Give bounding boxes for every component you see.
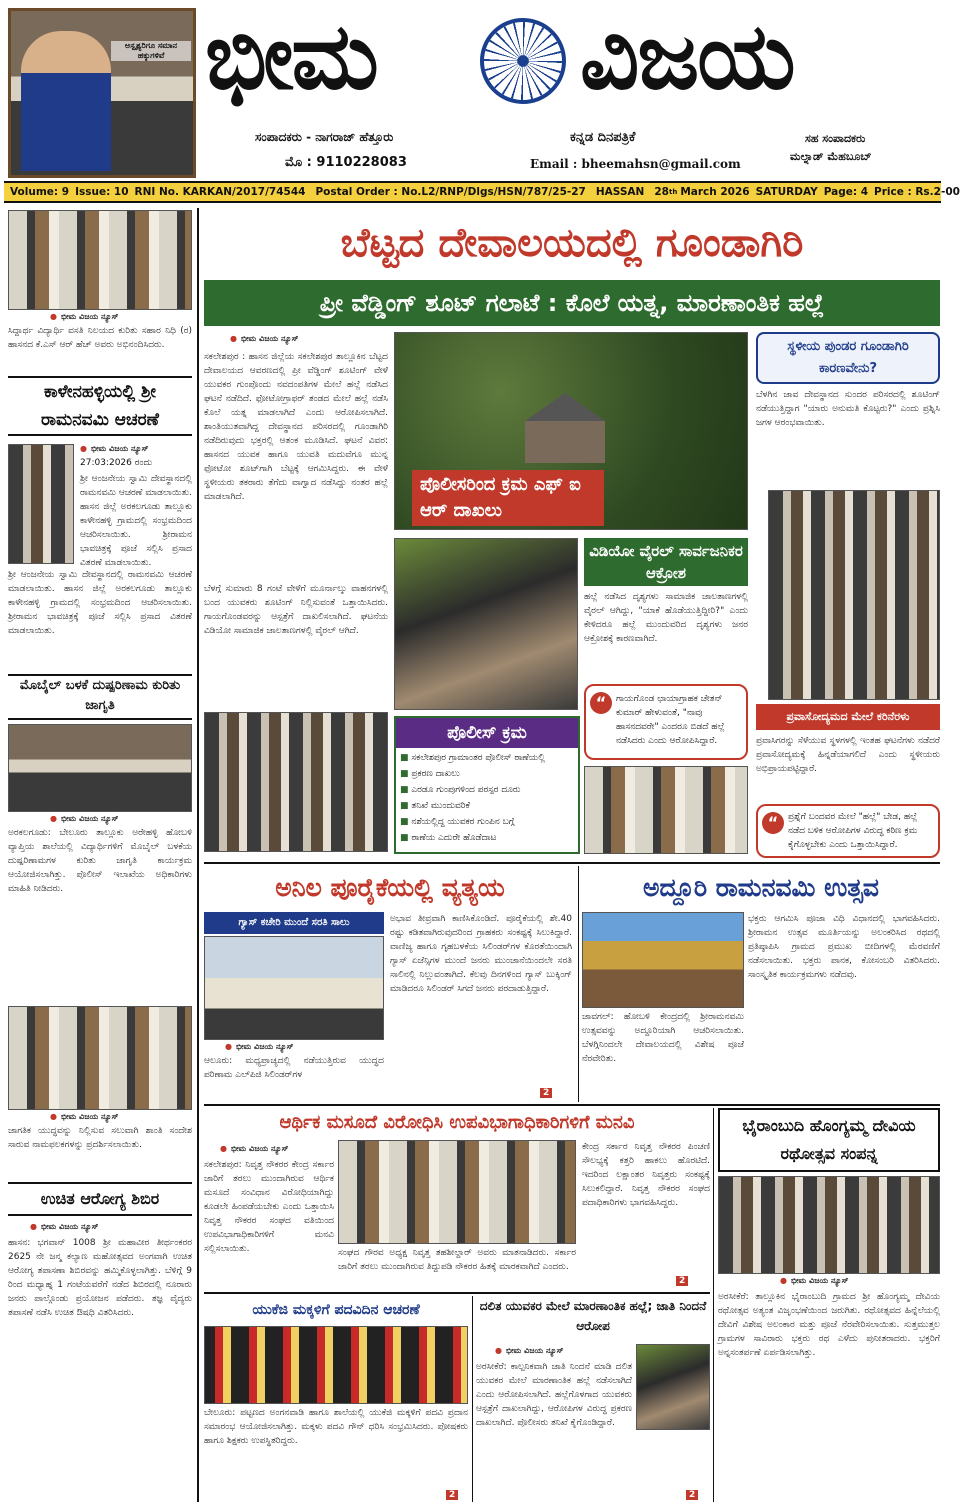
- police-item: ■ ತನಿಖೆ ಮುಂದುವರಿಕೆ: [400, 798, 574, 814]
- main-photo-caption: ಪೊಲೀಸರಿಂದ ಕ್ರಮ ಎಫ್ ಐ ಆರ್ ದಾಖಲು: [412, 470, 604, 526]
- info-bar: [4, 181, 960, 203]
- police-action-box: [394, 716, 580, 854]
- lpg-photo: [204, 936, 384, 1040]
- editor-name: ಸಂಪಾದಕರು - ನಾಗರಾಜ್ ಹೆತ್ತೂರು: [255, 130, 394, 144]
- lpg-text-a: ಆಲೂರು: ಮಧ್ಯಪ್ರಾಚ್ಯದಲ್ಲಿ ನಡೆಯುತ್ತಿರುವ ಯುದ್ಧದ ಪರಿಣಾಮ ಎಲ್‌ಪಿಜಿ ಸಿಲಿಂಡರ್‌ಗಳ: [204, 1056, 384, 1080]
- lpg-photo-head: ಗ್ಯಾಸ್ ಕಚೇರಿ ಮುಂದೆ ಸರತಿ ಸಾಲು: [204, 912, 384, 934]
- column-divider: [197, 208, 199, 1502]
- police-item: ■ ಪ್ರಕರಣ ದಾಖಲು: [400, 766, 574, 782]
- finance-text-b: ಸಂಘದ ಗೌರವ ಅಧ್ಯಕ್ಷ ನಿವೃತ್ತ ತಹಶೀಲ್ದಾರ್ ಅವರು ಮಾತನಾಡಿದರು. ಸರ್ಕಾರ ಜಾರಿಗೆ ತರಲು ಮುಂದಾಗಿರುವ ತಿದ್ದುಪಡಿ ನೌಕರರ ಹಿತಕ್ಕೆ ಮಾರಕವಾಗಿದೆ ಎಂದರು.: [338, 1248, 576, 1272]
- jatre-heading-box: [718, 1108, 940, 1172]
- co-editor-name: ಮಲ್ನಾಡ್ ಮೆಹಬೂಬ್: [790, 150, 872, 163]
- byline: ● ಭೀಮ ವಿಜಯ ನ್ಯೂಸ್: [230, 334, 298, 344]
- date-suffix: th: [668, 188, 678, 196]
- police-item: ■ ಸಕಲೇಶಪುರ ಗ್ರಾಮಾಂತರ ಪೊಲೀಸ್ ಠಾಣೆಯಲ್ಲಿ: [400, 750, 574, 766]
- date-day: 28: [654, 186, 669, 198]
- left-photo-1: [8, 210, 192, 310]
- police-item: ■ ಎರಡೂ ಗುಂಪುಗಳಿಂದ ಪರಸ್ಪರ ದೂರು: [400, 782, 574, 798]
- byline: ● ಭೀಮ ವಿಜಯ ನ್ಯೂಸ್: [50, 814, 118, 824]
- tourism-head: ಪ್ರವಾಸೋದ್ಯಮದ ಮೇಲೆ ಕರಿನೆರಳು: [756, 704, 940, 730]
- main-story-text-1: ಸಕಲೇಶಪುರ : ಹಾಸನ ಜಿಲ್ಲೆಯ ಸಕಲೇಶಪುರ ತಾಲ್ಲೂಕಿನ ಬೆಟ್ಟದ ದೇವಾಲಯದ ಆವರಣದಲ್ಲಿ ಪ್ರೀ ವೆಡ್ಡಿಂಗ್ ಶೂಟಿಂಗ್ ವೇಳೆ ಯುವಕರ ಗುಂಪೊಂದು ನವದಂಪತಿಗಳ ಮೇಲೆ ಹಲ್ಲೆ ನಡೆಸಿದ ಘಟನೆ ನಡೆದಿದೆ. ಫೋಟೋಗ್ರಾಫರ್ ತಂಡದ ಮೇಲೆ ಹಲ್ಲೆ ನಡೆಸಿ ಕೊಲೆ ಯತ್ನ ಮಾಡಲಾಗಿದೆ ಎಂದು ಆರೋಪಿಸಲಾಗಿದೆ. ಶಾಂತಿಯುತವಾಗಿದ್ದ ದೇವಸ್ಥಾನದ ಪರಿಸರದಲ್ಲಿ ಗೂಂಡಾಗಿರಿ ನಡೆದಿರುವುದು ಭಕ್ತರಲ್ಲಿ ಆತಂಕ ಮೂಡಿಸಿದೆ. ಘಟನೆ ವಿವರ: ಹಾಸನದ ಯುವಕ ಹಾಗೂ ಯುವತಿ ಮದುವೆಗೂ ಮುನ್ನ ಫೋಟೋ ಶೂಟ್‌ಗಾಗಿ ಬೆಟ್ಟಕ್ಕೆ ಆಗಮಿಸಿದ್ದರು. ಈ ವೇಳೆ ಸ್ಥಳೀಯರು ತಕರಾರು ತೆಗೆದು ವಾಗ್ವಾದ ನಡೆಸಿದ್ದು ನಂತರ ಹಲ್ಲೆ ಮಾಡಲಾಗಿದೆ.: [204, 352, 388, 502]
- dalit-headline: ದಲಿತ ಯುವಕರ ಮೇಲೆ ಮಾರಣಾಂತಿಕ ಹಲ್ಲೆ; ಜಾತಿ ನಿಂದನೆ ಆರೋಪ: [479, 1299, 707, 1333]
- column-divider: [472, 1296, 473, 1502]
- finance-text-a: ಸಕಲೇಶಪುರ: ನಿವೃತ್ತ ನೌಕರರ ಕೇಂದ್ರ ಸರ್ಕಾರ ಜಾರಿಗೆ ತರಲು ಮುಂದಾಗಿರುವ ಆರ್ಥಿಕ ಮಸೂದೆ ಸಂವಿಧಾನ ವಿರೋಧಿಯಾಗಿದ್ದು ಕೂಡಲೇ ಹಿಂಪಡೆಯಬೇಕು ಎಂದು ಒತ್ತಾಯಿಸಿ ನಿವೃತ್ತ ನೌಕರರ ಸಂಘದ ವತಿಯಿಂದ ಉಪವಿಭಾಗಾಧಿಕಾರಿಗಳಿಗೆ ಮನವಿ ಸಲ್ಲಿಸಲಾಯಿತು.: [204, 1160, 334, 1254]
- issue: Issue: 10: [75, 186, 129, 198]
- left-photo-2: [8, 444, 74, 564]
- masthead-title-right: ವಿಜಯ: [580, 2, 794, 110]
- question-box: [756, 332, 940, 384]
- police-item: ■ ನಶೆಯಲ್ಲಿದ್ದ ಯುವಕರ ಗುಂಪಿನ ಬಗ್ಗೆ: [400, 814, 574, 830]
- dalit-heading-box: [476, 1296, 710, 1342]
- column-divider: [713, 1108, 714, 1502]
- main-headline: ಬೆಟ್ಟದ ದೇವಾಲಯದಲ್ಲಿ ಗೂಂಡಾಗಿರಿ: [340, 220, 804, 266]
- weekday: SATURDAY: [755, 186, 818, 198]
- main-photo-protest: [768, 490, 940, 700]
- left-heading-5: ಉಚಿತ ಆರೋಗ್ಯ ಶಿಬಿರ: [40, 1189, 160, 1208]
- byline: ● ಭೀಮ ವಿಜಯ ನ್ಯೂಸ್: [80, 444, 148, 454]
- lpg-text-b: ಅಭಾವ ತೀವ್ರವಾಗಿ ಕಾಣಿಸಿಕೊಂಡಿದೆ. ಪೂರೈಕೆಯಲ್ಲಿ ಶೇ.40 ರಷ್ಟು ಕಡಿತವಾಗಿರುವುದರಿಂದ ಗ್ರಾಹಕರು ಸಂಕಷ್ಟಕ್ಕೆ ಸಿಲುಕಿದ್ದಾರೆ. ವಾಣಿಜ್ಯ ಹಾಗೂ ಗೃಹಬಳಕೆಯ ಸಿಲಿಂಡರ್‌ಗಳ ಕೊರತೆಯಿಂದಾಗಿ ಗ್ಯಾಸ್ ಏಜೆನ್ಸಿಗಳ ಮುಂದೆ ಜನರು ಮುಂಜಾನೆಯಿಂದಲೇ ಸರತಿ ಸಾಲಿನಲ್ಲಿ ನಿಲ್ಲುವಂತಾಗಿದೆ. ಕೆಲವು ದಿನಗಳಿಂದ ಗ್ಯಾಸ್ ಬುಕ್ಕಿಂಗ್ ಮಾಡಿದರೂ ಸಿಲಿಂಡರ್ ಸಿಗದೆ ಜನರು ಪರದಾಡುತ್ತಿದ್ದಾರೆ.: [390, 914, 572, 994]
- portrait-quote: ಅಸ್ಪೃಶ್ಯರಿಗೂ ಸಮಾನ ಹಕ್ಕುಗಳಿವೆ: [111, 41, 191, 61]
- kids-photo: [204, 1326, 468, 1404]
- postal-order: Postal Order : No.L2/RNP/Dlgs/HSN/787/25-27: [315, 186, 586, 198]
- rama-headline: ಅದ್ದೂರಿ ರಾಮನವಮಿ ಉತ್ಸವ: [643, 873, 879, 902]
- rama-text-b: ಭಕ್ತರು ಆಗಮಿಸಿ ಪೂಜಾ ವಿಧಿ ವಿಧಾನದಲ್ಲಿ ಭಾಗವಹಿಸಿದರು. ಶ್ರೀರಾಮನ ಉತ್ಸವ ಮೂರ್ತಿಯನ್ನು ಅಲಂಕರಿಸಿದ ರಥದಲ್ಲಿ ಪ್ರತಿಷ್ಠಾಪಿಸಿ ಗ್ರಾಮದ ಪ್ರಮುಖ ಬೀದಿಗಳಲ್ಲಿ ಮೆರವಣಿಗೆ ನಡೆಸಲಾಯಿತು. ಭಕ್ತರು ಪಾನಕ, ಕೋಸಂಬರಿ ವಿತರಿಸಿದರು. ಸಾಂಸ್ಕೃತಿಕ ಕಾರ್ಯಕ್ರಮಗಳು ನಡೆದವು.: [748, 914, 940, 980]
- section-rule: [204, 862, 940, 864]
- left-story-4-text: ಜಾಗತಿಕ ಯುದ್ಧವನ್ನು ನಿಲ್ಲಿಸುವ ಸಲುವಾಗಿ ಶಾಂತಿ ಸಂದೇಶ ಸಾರುವ ನಾಮಫಲಕಗಳನ್ನು ಪ್ರದರ್ಶಿಸಲಾಯಿತು.: [8, 1126, 192, 1150]
- left-heading-3: ಮೊಬೈಲ್ ಬಳಕೆ ದುಷ್ಪರಿಣಾಮ ಕುರಿತು ಜಾಗೃತಿ: [19, 678, 181, 713]
- finance-headline: ಆರ್ಥಿಕ ಮಸೂದೆ ವಿರೋಧಿಸಿ ಉಪವಿಭಾಗಾಧಿಕಾರಿಗಳಿಗೆ ಮನವಿ: [279, 1112, 635, 1133]
- price: Price : Rs.2-00: [874, 186, 960, 198]
- police-action-head: ಪೊಲೀಸ್ ಕ್ರಮ: [396, 718, 578, 748]
- finance-text-c: ಕೇಂದ್ರ ಸರ್ಕಾರ ನಿವೃತ್ತ ನೌಕರರ ಪಿಂಚಣಿ ಸೌಲಭ್ಯಕ್ಕೆ ಕತ್ತರಿ ಹಾಕಲು ಹೊರಟಿದೆ. ಇದರಿಂದ ಲಕ್ಷಾಂತರ ನಿವೃತ್ತರು ಸಂಕಷ್ಟಕ್ಕೆ ಸಿಲುಕಲಿದ್ದಾರೆ. ನಿವೃತ್ತ ನೌಕರರ ಸಂಘದ ಪದಾಧಿಕಾರಿಗಳು ಭಾಗವಹಿಸಿದ್ದರು.: [582, 1142, 710, 1208]
- quote-1-text: ಗಾಯಗೊಂಡ ಛಾಯಾಗ್ರಾಹಕ ಚೇತನ್ ಕುಮಾರ್ ಹೇಳುವಂತೆ, "ನಾವು ಹಾಸನದವರೇ" ಎಂದರೂ ಬಿಡದೆ ಹಲ್ಲೆ ನಡೆಸಿದರು ಎಂದು ಆರೋಪಿಸಿದ್ದಾರೆ.: [616, 694, 725, 746]
- city: HASSAN: [595, 186, 645, 198]
- byline: ● ಭೀಮ ವಿಜಯ ನ್ಯೂಸ್: [225, 1042, 293, 1052]
- masthead-title-left: ಭೀಮ: [205, 2, 377, 110]
- dalit-text: ಅರಸೀಕೆರೆ: ಕಾಲ್ಪನಿಕವಾಗಿ ಜಾತಿ ನಿಂದನೆ ಮಾಡಿ ದಲಿತ ಯುವಕರ ಮೇಲೆ ಮಾರಣಾಂತಿಕ ಹಲ್ಲೆ ನಡೆಸಲಾಗಿದೆ ಎಂದು ಆರೋಪಿಸಲಾಗಿದೆ. ಹಲ್ಲೆಗೊಳಗಾದ ಯುವಕರು ಆಸ್ಪತ್ರೆಗೆ ದಾಖಲಾಗಿದ್ದು, ಆರೋಪಿಗಳ ವಿರುದ್ಧ ಪ್ರಕರಣ ದಾಖಲಾಗಿದೆ. ಪೊಲೀಸರು ತನಿಖೆ ಕೈಗೊಂಡಿದ್ದಾರೆ.: [476, 1362, 632, 1428]
- main-subheadline: ಪ್ರೀ ವೆಡ್ಡಿಂಗ್ ಶೂಟ್ ಗಲಾಟೆ : ಕೊಲೆ ಯತ್ನ, ಮಾರಣಾಂತಿಕ ಹಲ್ಲೆ: [204, 280, 940, 326]
- jatre-photo: [718, 1176, 940, 1274]
- jatre-text: ಅರಸೀಕೆರೆ: ತಾಲ್ಲೂಕಿನ ಭೈರಾಂಬುದಿ ಗ್ರಾಮದ ಶ್ರೀ ಹೊಂಗ್ಯಮ್ಮ ದೇವಿಯ ರಥೋತ್ಸವ ಅತ್ಯಂತ ವಿಜೃಂಭಣೆಯಿಂದ ಜರುಗಿತು. ರಥೋತ್ಸವದ ಹಿನ್ನೆಲೆಯಲ್ಲಿ ದೇವಿಗೆ ವಿಶೇಷ ಅಲಂಕಾರ ಮತ್ತು ಪೂಜೆ ನೆರವೇರಿಸಲಾಯಿತು. ಸುತ್ತಮುತ್ತಲ ಗ್ರಾಮಗಳ ಸಾವಿರಾರು ಭಕ್ತರು ರಥ ಎಳೆದು ಪುನೀತರಾದರು. ಭಕ್ತರಿಗೆ ಅನ್ನಸಂತರ್ಪಣೆ ಏರ್ಪಡಿಸಲಾಗಿತ್ತು.: [718, 1292, 940, 1358]
- left-heading-5-box: [8, 1182, 192, 1216]
- quote-icon: “: [590, 692, 612, 714]
- byline: ● ಭೀಮ ವಿಜಯ ನ್ಯೂಸ್: [780, 1276, 848, 1286]
- left-story-2-date: 27:03:2026 ರಂದು: [80, 458, 153, 468]
- left-story-5-text: ಹಾಸನ: ಭಗವಾನ್ 1008 ಶ್ರೀ ಮಹಾವೀರ ತೀರ್ಥಂಕರರ 2625 ನೇ ಜನ್ಮ ಕಲ್ಯಾಣ ಮಹೋತ್ಸವದ ಅಂಗವಾಗಿ ಉಚಿತ ಆರೋಗ್ಯ ತಪಾಸಣಾ ಶಿಬಿರವನ್ನು ಹಮ್ಮಿಕೊಳ್ಳಲಾಗಿತ್ತು. ಬೆಳಿಗ್ಗೆ 9 ರಿಂದ ಮಧ್ಯಾಹ್ನ 1 ಗಂಟೆಯವರೆಗೆ ನಡೆದ ಶಿಬಿರದಲ್ಲಿ ನೂರಾರು ಜನರು ಪಾಲ್ಗೊಂಡು ಪ್ರಯೋಜನ ಪಡೆದರು. ತಜ್ಞ ವೈದ್ಯರು ತಪಾಸಣೆ ನಡೆಸಿ ಉಚಿತ ಔಷಧಿ ವಿತರಿಸಿದರು.: [8, 1238, 192, 1318]
- continued-arrow-icon: 2: [686, 1490, 698, 1500]
- left-story-2-text-b: ಶ್ರೀ ಆಂಜನೇಯ ಸ್ವಾಮಿ ದೇವಸ್ಥಾನದಲ್ಲಿ ರಾಮನವಮಿ ಆಚರಣೆ ಮಾಡಲಾಯಿತು. ಹಾಸನ ಜಿಲ್ಲೆ ಅರಕಲಗೂಡು ತಾಲ್ಲೂಕು ಕಾಳೇನಹಳ್ಳಿ ಗ್ರಾಮದಲ್ಲಿ ಸಂಭ್ರಮದಿಂದ ಆಚರಿಸಲಾಯಿತು. ಶ್ರೀರಾಮನ ಭಾವಚಿತ್ರಕ್ಕೆ ಪೂಜೆ ಸಲ್ಲಿಸಿ ಪ್ರಸಾದ ವಿತರಣೆ ಮಾಡಲಾಯಿತು.: [8, 570, 192, 636]
- quote-icon: “: [762, 812, 784, 834]
- left-heading-2: ಕಾಳೇನಹಳ್ಳಿಯಲ್ಲಿ ಶ್ರೀ ರಾಮನವಮಿ ಆಚರಣೆ: [41, 382, 159, 430]
- main-story-text-2: ಬೆಳಗ್ಗೆ ಸುಮಾರು 8 ಗಂಟೆ ವೇಳೆಗೆ ಮೂರ್ನಾಲ್ಕು ವಾಹನಗಳಲ್ಲಿ ಬಂದ ಯುವಕರು ಶೂಟಿಂಗ್ ನಿಲ್ಲಿಸುವಂತೆ ಒತ್ತಾಯಿಸಿದರು. ಗಾಯಗೊಂಡವರನ್ನು ಆಸ್ಪತ್ರೆಗೆ ದಾಖಲಿಸಲಾಗಿದೆ. ಘಟನೆಯ ವಿಡಿಯೋ ಸಾಮಾಜಿಕ ಜಾಲತಾಣಗಳಲ್ಲಿ ವೈರಲ್ ಆಗಿದೆ.: [204, 584, 388, 636]
- column-divider: [578, 866, 579, 1102]
- lpg-headline: ಅನಿಲ ಪೂರೈಕೆಯಲ್ಲಿ ವ್ಯತ್ಯಯ: [275, 873, 505, 902]
- byline: ● ಭೀಮ ವಿಜಯ ನ್ಯೂಸ್: [30, 1222, 98, 1232]
- question-text: ಬೆಳಗಿನ ಜಾವ ದೇವಸ್ಥಾನದ ಸುಂದರ ಪರಿಸರದಲ್ಲಿ ಶೂಟಿಂಗ್ ನಡೆಯುತ್ತಿದ್ದಾಗ "ಯಾರು ಅನುಮತಿ ಕೊಟ್ಟರು?" ಎಂದು ಪ್ರಶ್ನಿಸಿ ಜಗಳ ಆರಂಭವಾಯಿತು.: [756, 390, 940, 428]
- left-photo-4: [8, 1006, 192, 1110]
- video-viral-head: ವಿಡಿಯೋ ವೈರಲ್ ಸಾರ್ವಜನಿಕರ ಆಕ್ರೋಶ: [584, 538, 748, 586]
- kids-text: ಬೇಲೂರು: ಪಟ್ಟಣದ ಅಂಗನವಾಡಿ ಹಾಗೂ ಶಾಲೆಯಲ್ಲಿ ಯುಕೆಜಿ ಮಕ್ಕಳಿಗೆ ಪದವಿ ಪ್ರದಾನ ಸಮಾರಂಭ ಆಯೋಜಿಸಲಾಗಿತ್ತು. ಮಕ್ಕಳು ಪದವಿ ಗೌನ್ ಧರಿಸಿ ಸಂಭ್ರಮಿಸಿದರು. ಪೋಷಕರು ಹಾಗೂ ಶಿಕ್ಷಕರು ಉಪಸ್ಥಿತರಿದ್ದರು.: [204, 1408, 468, 1446]
- byline: ● ಭೀಮ ವಿಜಯ ನ್ಯೂಸ್: [495, 1346, 563, 1356]
- continued-arrow-icon: 2: [540, 1088, 552, 1098]
- rama-photo: [582, 912, 744, 1008]
- volume: Volume: 9: [10, 186, 70, 198]
- portrait-figure: [21, 31, 111, 171]
- kids-headline: ಯುಕೆಜಿ ಮಕ್ಕಳಿಗೆ ಪದವಿದಿನ ಆಚರಣೆ: [252, 1302, 420, 1318]
- rni-number: RNI No. KARKAN/2017/74544: [134, 186, 306, 198]
- page-number: Page: 4: [823, 186, 868, 198]
- paper-type: ಕನ್ನಡ ದಿನಪತ್ರಿಕೆ: [570, 130, 636, 145]
- ambedkar-portrait: [8, 8, 196, 178]
- quote-2-text: ಪ್ರಶ್ನೆಗೆ ಬಂದವರ ಮೇಲೆ "ಹಲ್ಲೆ" ಬೇಡ, ಹಲ್ಲೆ ನಡೆದ ಬಳಿಕ ಆರೋಪಿಗಳ ವಿರುದ್ಧ ಕಠಿಣ ಕ್ರಮ ಕೈಗೊಳ್ಳಬೇಕು ಎಂದು ಒತ್ತಾಯಿಸಿದ್ದಾರೆ.: [788, 812, 918, 850]
- quote-box-1: [584, 684, 748, 760]
- tourism-text: ಪ್ರವಾಸಿಗರನ್ನು ಸೆಳೆಯುವ ಸ್ಥಳಗಳಲ್ಲಿ ಇಂತಹ ಘಟನೆಗಳು ನಡೆದರೆ ಪ್ರವಾಸೋದ್ಯಮಕ್ಕೆ ಹಿನ್ನಡೆಯಾಗಲಿದೆ ಎಂದು ಸ್ಥಳೀಯರು ಅಭಿಪ್ರಾಯಪಟ್ಟಿದ್ದಾರೆ.: [756, 736, 940, 774]
- left-story-2-text-a: ಶ್ರೀ ಆಂಜನೇಯ ಸ್ವಾಮಿ ದೇವಸ್ಥಾನದಲ್ಲಿ ರಾಮನವಮಿ ಆಚರಣೆ ಮಾಡಲಾಯಿತು. ಹಾಸನ ಜಿಲ್ಲೆ ಅರಕಲಗೂಡು ತಾಲ್ಲೂಕು ಕಾಳೇನಹಳ್ಳಿ ಗ್ರಾಮದಲ್ಲಿ ಸಂಭ್ರಮದಿಂದ ಆಚರಿಸಲಾಯಿತು. ಶ್ರೀರಾಮನ ಭಾವಚಿತ್ರಕ್ಕೆ ಪೂಜೆ ಸಲ್ಲಿಸಿ ಪ್ರಸಾದ ವಿತರಣೆ ಮಾಡಲಾಯಿತು.: [80, 474, 192, 568]
- byline: ● ಭೀಮ ವಿಜಯ ನ್ಯೂಸ್: [50, 1112, 118, 1122]
- co-editor-label: ಸಹ ಸಂಪಾದಕರು: [805, 132, 866, 145]
- section-rule: [204, 1104, 940, 1106]
- temple-shape: [525, 393, 605, 463]
- left-heading-2-box: [8, 376, 192, 436]
- left-photo-3: [8, 724, 192, 812]
- date-month-year: March 2026: [680, 186, 750, 198]
- section-rule: [204, 1292, 710, 1294]
- dalit-photo: [636, 1344, 710, 1430]
- byline: ● ಭೀಮ ವಿಜಯ ನ್ಯೂಸ್: [220, 1144, 288, 1154]
- main-photo-fight: [394, 538, 578, 710]
- jatre-headline: ಭೈರಾಂಬುದಿ ಹೊಂಗ್ಯಮ್ಮ ದೇವಿಯ ರಥೋತ್ಸವ ಸಂಪನ್ನ: [742, 1116, 916, 1163]
- continued-arrow-icon: 2: [446, 1490, 458, 1500]
- main-photo-video-still: [584, 766, 748, 854]
- continued-arrow-icon: 2: [676, 1276, 688, 1286]
- left-heading-3-box: [8, 674, 192, 720]
- quote-box-2: [756, 804, 940, 858]
- email: Email : bheemahsn@gmail.com: [530, 157, 741, 171]
- video-viral-text: ಹಲ್ಲೆ ನಡೆಸಿದ ದೃಶ್ಯಗಳು ಸಾಮಾಜಿಕ ಜಾಲತಾಣಗಳಲ್ಲಿ ವೈರಲ್ ಆಗಿದ್ದು, "ಯಾಕೆ ಹೊಡೆಯುತ್ತಿದ್ದೀರಿ?" ಎಂದು ಕೇಳಿದರೂ ಹಲ್ಲೆ ಮುಂದುವರಿದ ದೃಶ್ಯಗಳು ಜನರ ಆಕ್ರೋಶಕ್ಕೆ ಕಾರಣವಾಗಿದೆ.: [584, 592, 748, 644]
- editor-phone: ಮೊ : 9110228083: [285, 155, 407, 170]
- question-head: ಸ್ಥಳೀಯ ಪುಂಡರ ಗೂಂಡಾಗಿರಿ ಕಾರಣವೇನು?: [787, 339, 909, 376]
- left-story-1-text: ಸಿದ್ದಾರ್ಥ ವಿದ್ಯಾರ್ಥಿ ವಸತಿ ನಿಲಯದ ಕುರಿತು ಸಹಾರ ನಿಧಿ (ರ) ಹಾಸನದ ಕೆ.ಎಸ್ ಆರ್ ಹೆಚ್ ಅವರು ಅಭಿನಂದಿಸಿದರು.: [8, 326, 192, 350]
- byline: ● ಭೀಮ ವಿಜಯ ನ್ಯೂಸ್: [50, 312, 118, 322]
- police-item: ■ ಠಾಣೆಯ ಎದುರೇ ಹೊಡೆದಾಟ: [400, 830, 574, 846]
- left-story-3-text: ಅರಕಲಗೂಡು: ಬೇಲೂರು ತಾಲ್ಲೂಕು ಅರೇಹಳ್ಳಿ ಹೋಬಳಿ ವ್ಯಾಪ್ತಿಯ ಶಾಲೆಯಲ್ಲಿ ವಿದ್ಯಾರ್ಥಿಗಳಿಗೆ ಮೊಬೈಲ್ ಬಳಕೆಯ ದುಷ್ಪರಿಣಾಮಗಳ ಕುರಿತು ಜಾಗೃತಿ ಕಾರ್ಯಕ್ರಮ ಆಯೋಜಿಸಲಾಗಿತ್ತು. ಪೊಲೀಸ್ ಇಲಾಖೆಯ ಅಧಿಕಾರಿಗಳು ಮಾಹಿತಿ ನೀಡಿದರು.: [8, 828, 192, 894]
- main-photo-crowd: [204, 712, 388, 852]
- ashoka-chakra-icon: [480, 18, 566, 104]
- rama-text-a: ಜಾವಗಲ್: ಹೋಬಳಿ ಕೇಂದ್ರದಲ್ಲಿ ಶ್ರೀರಾಮನವಮಿ ಉತ್ಸವವನ್ನು ಅದ್ದೂರಿಯಾಗಿ ಆಚರಿಸಲಾಯಿತು. ಬೆಳಗ್ಗಿನಿಂದಲೇ ದೇವಾಲಯದಲ್ಲಿ ವಿಶೇಷ ಪೂಜೆ ನೆರವೇರಿತು.: [582, 1012, 744, 1064]
- finance-photo: [338, 1140, 576, 1244]
